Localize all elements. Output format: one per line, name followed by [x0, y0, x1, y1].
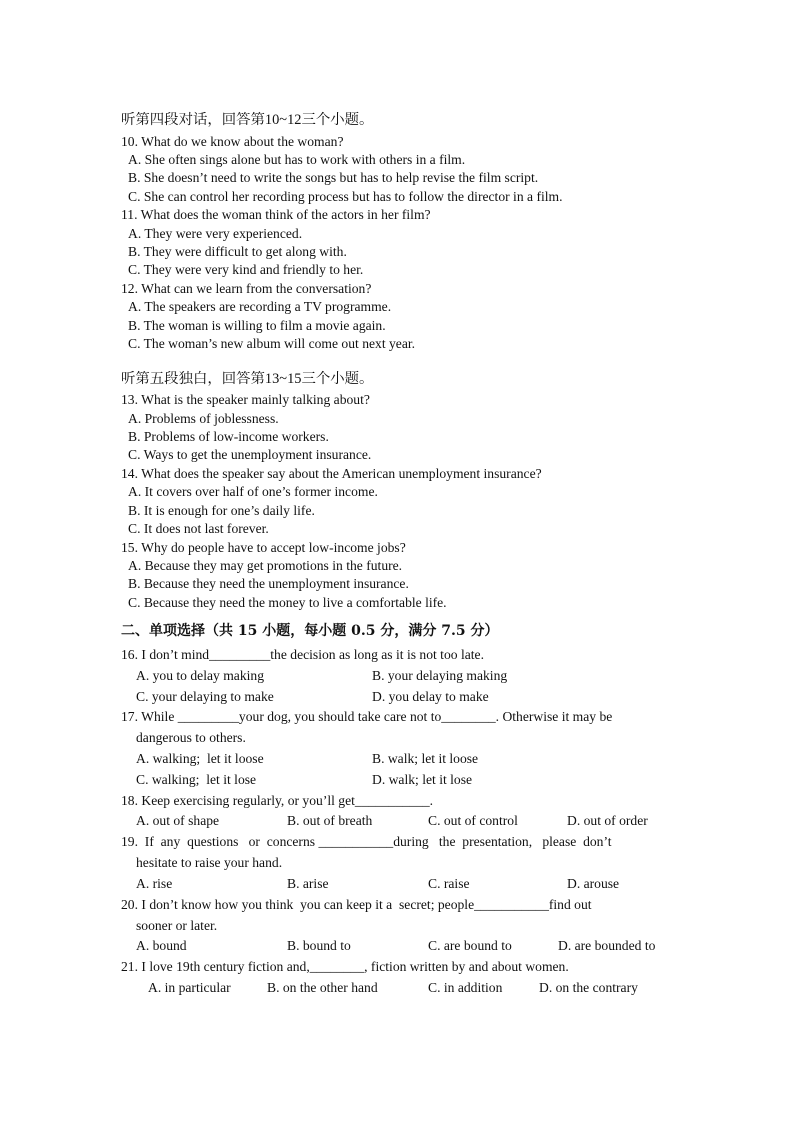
question-16-option-a: A. you to delay making [136, 668, 264, 683]
section4-heading: 听第四段对话，回答第10~12三个小题。 [121, 112, 374, 128]
question-16-option-b: B. your delaying making [372, 668, 508, 683]
question-17-option-c: C. walking; let it lose [136, 772, 257, 787]
question-13-option-c: C. Ways to get the unemployment insurance. [128, 447, 372, 462]
question-17-stem-continued: dangerous to others. [136, 730, 246, 745]
question-10-option-b: B. She doesn’t need to write the songs but has to help revise the film script. [128, 170, 539, 185]
question-16-stem: 16. I don’t mind_________the decision as long as it is not too late. [121, 647, 484, 662]
part2-heading: 二、单项选择（共 15 小题，每小题 0.5 分，满分 7.5 分） [121, 623, 499, 639]
question-12-stem: 12. What can we learn from the conversation? [121, 281, 372, 296]
question-20-option-c: C. are bound to [428, 938, 512, 953]
section5-heading: 听第五段独白，回答第13~15三个小题。 [121, 371, 374, 387]
question-21-option-d: D. on the contrary [539, 980, 638, 995]
question-10-stem: 10. What do we know about the woman? [121, 134, 344, 149]
question-19-option-d: D. arouse [567, 876, 620, 891]
question-17-option-a: A. walking; let it loose [136, 751, 264, 766]
question-20-stem: 20. I don’t know how you think you can keep it a secret; people___________find out [121, 897, 592, 912]
question-17-stem: 17. While _________your dog, you should take care not to________. Otherwise it may be [121, 709, 613, 724]
question-15-option-b: B. Because they need the unemployment insurance. [128, 576, 409, 591]
question-12-option-b: B. The woman is willing to film a movie again. [128, 318, 386, 333]
question-12-option-c: C. The woman’s new album will come out next year. [128, 336, 416, 351]
question-12-option-a: A. The speakers are recording a TV programme. [128, 299, 392, 314]
question-18-option-b: B. out of breath [287, 813, 373, 828]
question-13-option-b: B. Problems of low-income workers. [128, 429, 329, 444]
question-18-stem: 18. Keep exercising regularly, or you’ll get___________. [121, 793, 434, 808]
question-13-option-a: A. Problems of joblessness. [128, 411, 279, 426]
question-15-option-c: C. Because they need the money to live a comfortable life. [128, 595, 447, 610]
question-19-option-a: A. rise [136, 876, 173, 891]
question-18-option-d: D. out of order [567, 813, 648, 828]
question-11-option-a: A. They were very experienced. [128, 226, 303, 241]
question-15-option-a: A. Because they may get promotions in the future. [128, 558, 403, 573]
question-17-option-b: B. walk; let it loose [372, 751, 479, 766]
question-21-stem: 21. I love 19th century fiction and,________, fiction written by and about women. [121, 959, 569, 974]
question-14-option-a: A. It covers over half of one’s former income. [128, 484, 378, 499]
question-13-stem: 13. What is the speaker mainly talking about? [121, 392, 370, 407]
question-21-option-c: C. in addition [428, 980, 503, 995]
question-20-option-b: B. bound to [287, 938, 351, 953]
question-15-stem: 15. Why do people have to accept low-income jobs? [121, 540, 406, 555]
question-18-option-a: A. out of shape [136, 813, 220, 828]
question-20-stem-continued: sooner or later. [136, 918, 218, 933]
question-16-option-c: C. your delaying to make [136, 689, 274, 704]
question-17-option-d: D. walk; let it lose [372, 772, 473, 787]
question-21-option-a: A. in particular [148, 980, 231, 995]
question-10-option-a: A. She often sings alone but has to work with others in a film. [128, 152, 466, 167]
question-20-option-d: D. are bounded to [558, 938, 656, 953]
question-14-option-c: C. It does not last forever. [128, 521, 269, 536]
question-21-option-b: B. on the other hand [267, 980, 378, 995]
question-19-option-c: C. raise [428, 876, 470, 891]
question-19-option-b: B. arise [287, 876, 329, 891]
question-19-stem-continued: hesitate to raise your hand. [136, 855, 283, 870]
question-11-option-b: B. They were difficult to get along with. [128, 244, 347, 259]
question-19-stem: 19. If any questions or concerns ___________during the presentation, please don’t [121, 834, 612, 849]
question-18-option-c: C. out of control [428, 813, 518, 828]
question-11-stem: 11. What does the woman think of the actors in her film? [121, 207, 431, 222]
question-14-option-b: B. It is enough for one’s daily life. [128, 503, 315, 518]
question-14-stem: 14. What does the speaker say about the American unemployment insurance? [121, 466, 542, 481]
question-20-option-a: A. bound [136, 938, 187, 953]
question-10-option-c: C. She can control her recording process but has to follow the director in a film. [128, 189, 563, 204]
question-11-option-c: C. They were very kind and friendly to her. [128, 262, 364, 277]
question-16-option-d: D. you delay to make [372, 689, 489, 704]
